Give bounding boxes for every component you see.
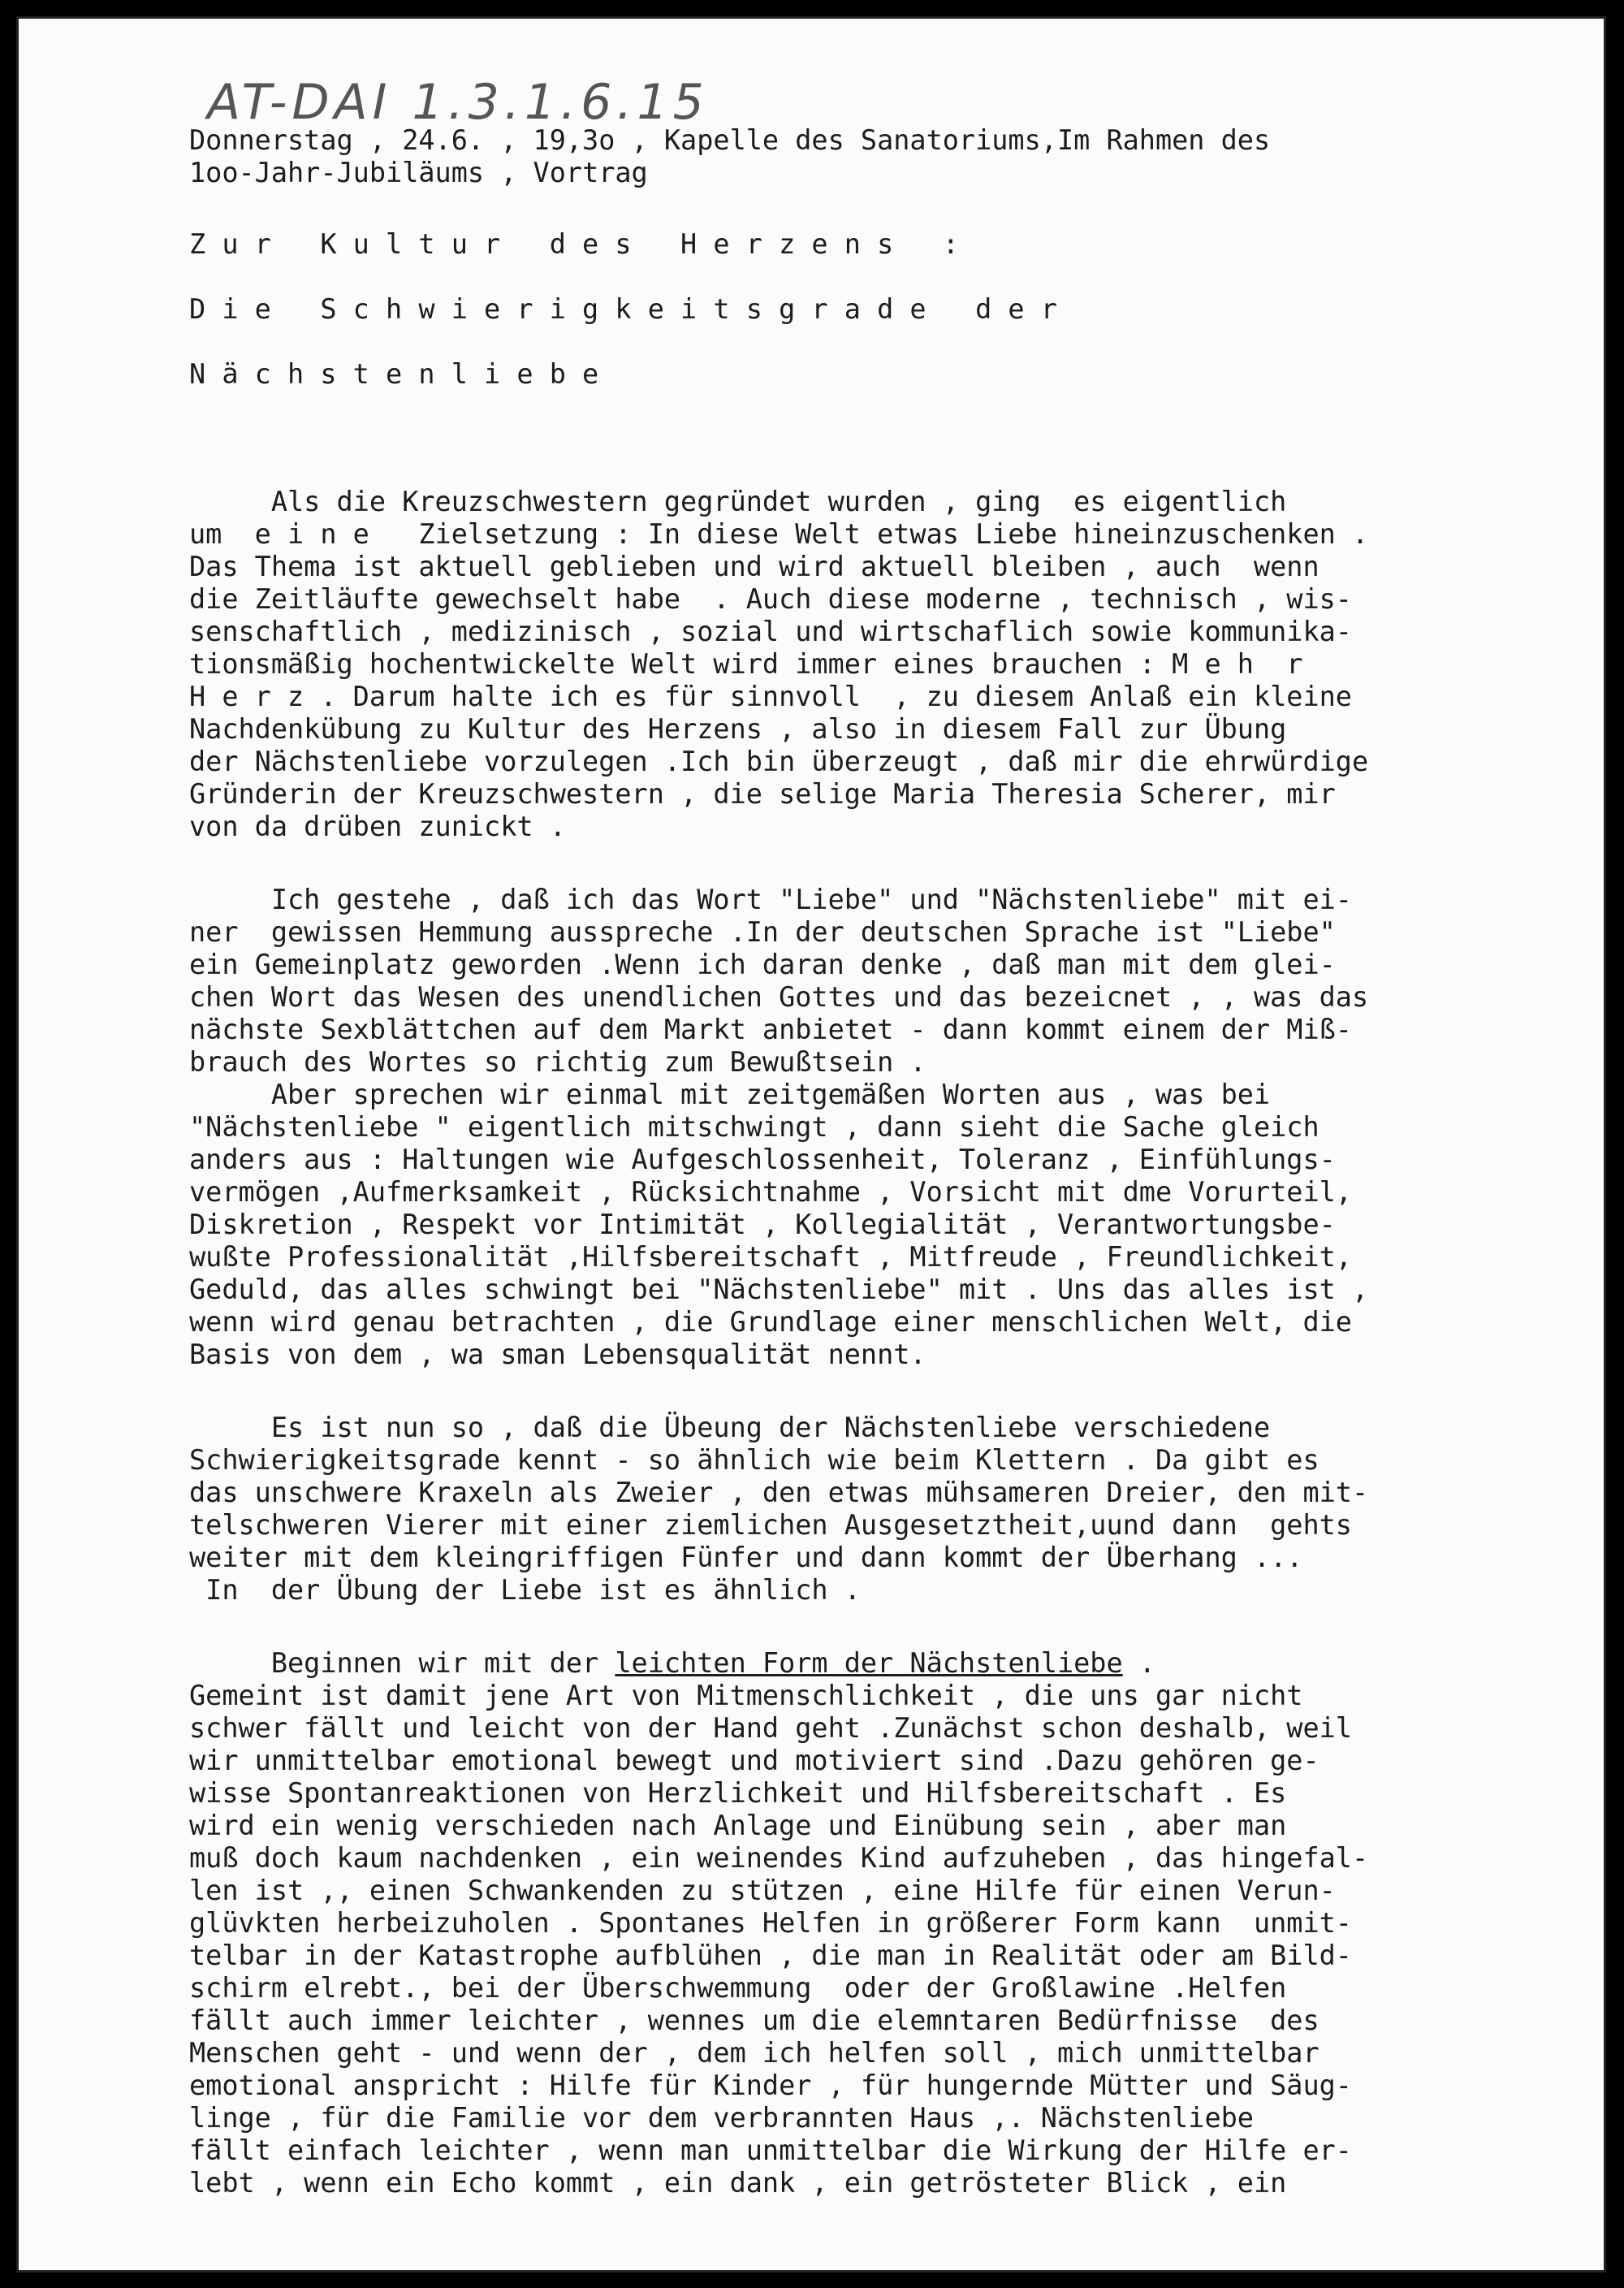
text-line: von da drüben zunickt .	[189, 811, 566, 842]
text-line: Gemeint ist damit jene Art von Mitmenschlichkeit , die uns gar nicht	[189, 1680, 1303, 1711]
text-line: Z u r K u l t u r d e s H e r z e n s :	[189, 228, 959, 260]
archive-id-handwritten: AT-DAI 1.3.1.6.15	[207, 74, 709, 131]
text-line: 1oo-Jahr-Jubiläums , Vortrag	[189, 157, 648, 188]
text-line: telbar in der Katastrophe aufblühen , die man in Realität oder am Bild-	[189, 1940, 1352, 1971]
text-line: schirm elrebt., bei der Überschwemmung oder der Großlawine .Helfen	[189, 1972, 1287, 2004]
text-line: tionsmäßig hochentwickelte Welt wird immer eines brauchen : M e h r	[189, 648, 1303, 680]
text-line: Basis von dem , wa sman Lebensqualität nennt.	[189, 1339, 926, 1370]
text-line: Beginnen wir mit der leichten Form der Nächstenliebe .	[189, 1647, 1155, 1679]
text-line: ein Gemeinplatz geworden .Wenn ich daran denke , daß man mit dem glei-	[189, 949, 1336, 980]
text-line: wisse Spontanreaktionen von Herzlichkeit und Hilfsbereitschaft . Es	[189, 1777, 1287, 1809]
text-line: Gründerin der Kreuzschwestern , die selige Maria Theresia Scherer, mir	[189, 778, 1336, 810]
text-line: Schwierigkeitsgrade kennt - so ähnlich wie beim Klettern . Da gibt es	[189, 1444, 1320, 1476]
text-line: wußte Professionalität ,Hilfsbereitschaft , Mitfreude , Freundlichkeit,	[189, 1241, 1352, 1273]
text-line: Als die Kreuzschwestern gegründet wurden , ging es eigentlich	[189, 486, 1287, 517]
text-line: Aber sprechen wir einmal mit zeitgemäßen Worten aus , was bei	[189, 1079, 1271, 1110]
text-line: Diskretion , Respekt vor Intimität , Kollegialität , Verantwortungsbe-	[189, 1209, 1336, 1240]
text-line: brauch des Wortes so richtig zum Bewußtsein .	[189, 1046, 926, 1078]
text-line: der Nächstenliebe vorzulegen .Ich bin überzeugt , daß mir die ehrwürdige	[189, 746, 1369, 777]
text-line: chen Wort das Wesen des unendlichen Gottes und das bezeicnet , , was das	[189, 981, 1369, 1013]
text-line: Nachdenkübung zu Kultur des Herzens , also in diesem Fall zur Übung	[189, 713, 1287, 745]
text-line: glüvkten herbeizuholen . Spontanes Helfen in größerer Form kann unmit-	[189, 1907, 1352, 1939]
text-line: lebt , wenn ein Echo kommt , ein dank , ein getrösteter Blick , ein	[189, 2167, 1287, 2199]
text-line: anders aus : Haltungen wie Aufgeschlossenheit, Toleranz , Einfühlungs-	[189, 1144, 1336, 1175]
text-line: muß doch kaum nachdenken , ein weinendes Kind aufzuheben , das hingefal-	[189, 1842, 1369, 1874]
text-line: D i e S c h w i e r i g k e i t s g r a d e d e r	[189, 293, 1057, 325]
text-line: fällt auch immer leichter , wennes um die elemntaren Bedürfnisse des	[189, 2005, 1320, 2036]
text-line: Es ist nun so , daß die Übeung der Nächstenliebe verschiedene	[189, 1412, 1271, 1443]
text-line: "Nächstenliebe " eigentlich mitschwingt , dann sieht die Sache gleich	[189, 1111, 1320, 1143]
text-line: wir unmittelbar emotional bewegt und motiviert sind .Dazu gehören ge-	[189, 1745, 1320, 1776]
text-line: schwer fällt und leicht von der Hand geht .Zunächst schon deshalb, weil	[189, 1712, 1352, 1744]
text-line: wenn wird genau betrachten , die Grundlage einer menschlichen Welt, die	[189, 1306, 1352, 1338]
text-line: die Zeitläufte gewechselt habe . Auch diese moderne , technisch , wis-	[189, 583, 1352, 615]
text-line: ner gewissen Hemmung ausspreche .In der deutschen Sprache ist "Liebe"	[189, 916, 1336, 948]
text-line: In der Übung der Liebe ist es ähnlich .	[189, 1574, 861, 1606]
text-line: senschaftlich , medizinisch , sozial und wirtschaflich sowie kommunika-	[189, 616, 1352, 647]
text-line: linge , für die Familie vor dem verbrannten Haus ,. Nächstenliebe	[189, 2102, 1254, 2134]
text-line: Geduld, das alles schwingt bei "Nächstenliebe" mit . Uns das alles ist ,	[189, 1274, 1369, 1305]
text-line: nächste Sexblättchen auf dem Markt anbietet - dann kommt einem der Miß-	[189, 1014, 1352, 1045]
text-line: Menschen geht - und wenn der , dem ich helfen soll , mich unmittelbar	[189, 2037, 1320, 2069]
text-line: das unschwere Kraxeln als Zweier , den etwas mühsameren Dreier, den mit-	[189, 1477, 1369, 1508]
text-line: fällt einfach leichter , wenn man unmittelbar die Wirkung der Hilfe er-	[189, 2134, 1352, 2166]
underlined-heading: leichten Form der Nächstenliebe	[615, 1647, 1123, 1679]
text-line: N ä c h s t e n l i e b e	[189, 358, 599, 390]
text-line: len ist ,, einen Schwankenden zu stützen , eine Hilfe für einen Verun-	[189, 1875, 1336, 1906]
text-line: Ich gestehe , daß ich das Wort "Liebe" und "Nächstenliebe" mit ei-	[189, 884, 1352, 915]
text-line: telschweren Vierer mit einer ziemlichen Ausgesetztheit,uund dann gehts	[189, 1509, 1352, 1541]
document-page	[16, 16, 1606, 2273]
text-line: Das Thema ist aktuell geblieben und wird aktuell bleiben , auch wenn	[189, 551, 1320, 582]
text-line: wird ein wenig verschieden nach Anlage und Einübung sein , aber man	[189, 1810, 1287, 1841]
text-line: um e i n e Zielsetzung : In diese Welt etwas Liebe hineinzuschenken .	[189, 518, 1369, 550]
text-line: weiter mit dem kleingriffigen Fünfer und dann kommt der Überhang ...	[189, 1542, 1303, 1573]
text-line: vermögen ,Aufmerksamkeit , Rücksichtnahme , Vorsicht mit dme Vorurteil,	[189, 1176, 1352, 1208]
text-line: emotional anspricht : Hilfe für Kinder , für hungernde Mütter und Säug-	[189, 2070, 1352, 2101]
text-line: Donnerstag , 24.6. , 19,3o , Kapelle des Sanatoriums,Im Rahmen des	[189, 124, 1271, 156]
text-line: H e r z . Darum halte ich es für sinnvoll , zu diesem Anlaß ein kleine	[189, 681, 1352, 712]
